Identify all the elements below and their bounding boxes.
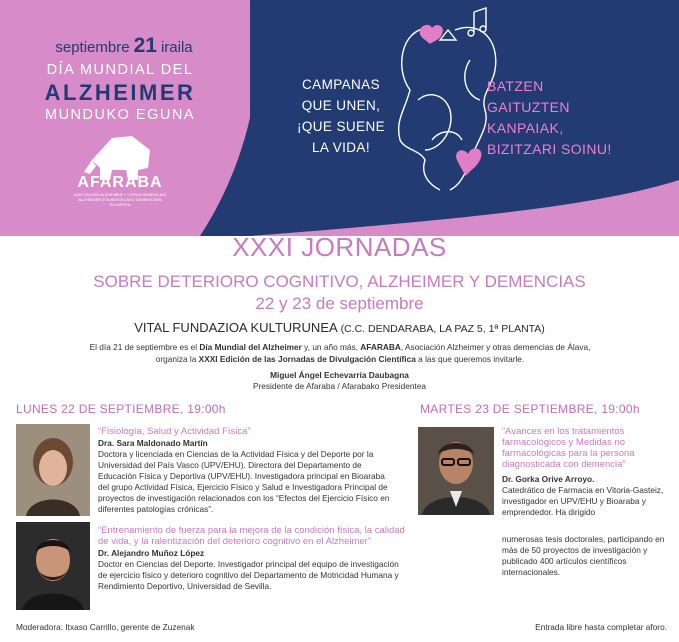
intro-bold: XXXI Edición de las Jornadas de Divulgación Científica <box>198 353 416 364</box>
intro-text: El día 21 de septiembre es el <box>89 342 200 352</box>
entry-text: Entrada libre hasta completar aforo. <box>535 622 667 632</box>
intro-bold: AFARABA <box>360 342 401 352</box>
monday-heading: LUNES 22 DE SEPTIEMBRE, 19:00h <box>16 402 226 416</box>
intro-paragraph <box>30 342 650 365</box>
talk-bio: numerosas tesis doctorales, participando en más de 50 proyectos de investigación y publicado 400 artículos científicos internacionales. <box>502 534 665 577</box>
date-month-eu: iraila <box>160 39 193 56</box>
intro-bold: Día Mundial del Alzheimer <box>199 342 302 352</box>
logo-name: AFARABA <box>77 174 163 191</box>
venue-name: VITAL FUNDAZIOA KULTURUNEA <box>134 320 337 335</box>
talk-bio: Doctor en Ciencias del Deporte. Investigador principal del equipo de investigación de ejercicio físico y deterioro cognitivo del Departamento de Motricidad Humana y Rendimiento Deportivo, Universidad de Sevilla. <box>98 559 399 591</box>
slogan-spanish <box>286 74 396 158</box>
talk-3 <box>502 426 672 518</box>
date-month-es: septiembre <box>55 39 130 56</box>
slogan-basque <box>487 76 637 160</box>
slogan-eu-line: BATZEN <box>487 78 544 94</box>
talk-bio: Catedrático de Farmacia en Vitoria-Gasteiz, investigador en UPV/EHU y Bioaraba y emprendedor. Ha dirigido <box>502 485 664 517</box>
intro-text: a las que queremos invitarle. <box>415 353 525 364</box>
portrait-icon <box>16 522 90 610</box>
dia-mundial-text: DÍA MUNDIAL DEL <box>46 62 194 78</box>
talk-title: “Avances en los tratamientos farmacológicos y Medidas no farmacológicas para la persona diagnosticada con demencia” <box>502 426 635 470</box>
logo-sub-eu: ALZHEIMER ETA BESTELAKO DEMENTZIEN ELKARTEA <box>78 197 162 207</box>
talk-speaker: Dr. Alejandro Muñoz López <box>98 548 205 558</box>
portrait-icon <box>16 424 90 516</box>
slogan-es-line: ¡QUE SUENE <box>296 119 385 134</box>
talk-1 <box>98 426 398 515</box>
tuesday-heading: MARTES 23 DE SEPTIEMBRE, 19:00h <box>420 402 640 416</box>
signer-role: Presidente de Afaraba / Afarabako Presidentea <box>253 381 426 391</box>
date-day: 21 <box>133 34 157 57</box>
event-venue <box>0 320 679 335</box>
intro-text: y, un año más, <box>301 342 361 352</box>
slogan-eu-line: KANPAIAK, <box>487 120 564 136</box>
world-day-title <box>22 60 218 125</box>
venue-detail: (C.C. DENDARABA, LA PAZ 5, 1ª PLANTA) <box>340 323 545 335</box>
talk-2 <box>98 525 410 592</box>
intro-text: organiza la <box>155 353 199 364</box>
logo-sub-es: ASOCIACIÓN ALZHEIMER Y OTRAS DEMENCIAS <box>73 192 167 197</box>
hero-banner <box>0 0 679 236</box>
slogan-es-line: LA VIDA! <box>312 140 370 155</box>
slogan-eu-line: BIZITZARI SOINU! <box>487 141 612 157</box>
slogan-eu-line: GAITUZTEN <box>487 99 570 115</box>
afaraba-logo <box>72 128 168 207</box>
alzheimer-text: ALZHEIMER <box>44 80 196 105</box>
speaker-photo-sara <box>16 424 90 516</box>
talk-speaker: Dra. Sara Maldonado Martín <box>98 438 208 448</box>
munduko-text: MUNDUKO EGUNA <box>44 107 195 123</box>
signer-name: Miguel Ángel Echevarría Daubagna <box>270 370 409 380</box>
event-title: XXXI JORNADAS <box>232 232 447 262</box>
signature <box>0 370 679 392</box>
intro-text: , Asociación Alzheimer y otras demencias de Álava, <box>400 342 591 352</box>
portrait-icon <box>418 427 494 515</box>
slogan-es-line: CAMPANAS <box>302 77 380 92</box>
talk-title: “Fisiología, Salud y Actividad Física” <box>98 426 251 437</box>
slogan-es-line: QUE UNEN, <box>301 98 381 113</box>
talk-title: “Entrenamiento de fuerza para la mejora de la condición física, la calidad de vida, y la ralentización del deterioro cognitivo en el Alzheimer” <box>98 525 405 547</box>
speaker-photo-gorka <box>418 427 494 515</box>
date-line <box>34 34 214 58</box>
moderator-text: Moderadora: Itxaso Carrillo, gerente de Zuzenak <box>16 622 195 632</box>
event-subtitle: SOBRE DETERIORO COGNITIVO, ALZHEIMER Y DEMENCIAS <box>93 272 586 291</box>
speaker-photo-alejandro <box>16 522 90 610</box>
event-dates: 22 y 23 de septiembre <box>255 294 424 313</box>
talk-speaker: Dr. Gorka Orive Arroyo. <box>502 474 595 484</box>
talk-3-bio-cont <box>502 534 672 578</box>
talk-bio: Doctora y licenciada en Ciencias de la Actividad Física y del Deporte por la Universidad del País Vasco (UPV/EHU). Directora del Departamento de Educación Física y Deportiva (UPV/EHU). Investigadora principal en Bioaraba del grupo Actividad Física, Ejercicio Físico y Salud e Investigadora Principal de proyectos de investigación relacionados con los “Efectos del Ejercicio Físico en diferentes patologías crónicas”. <box>98 449 390 514</box>
